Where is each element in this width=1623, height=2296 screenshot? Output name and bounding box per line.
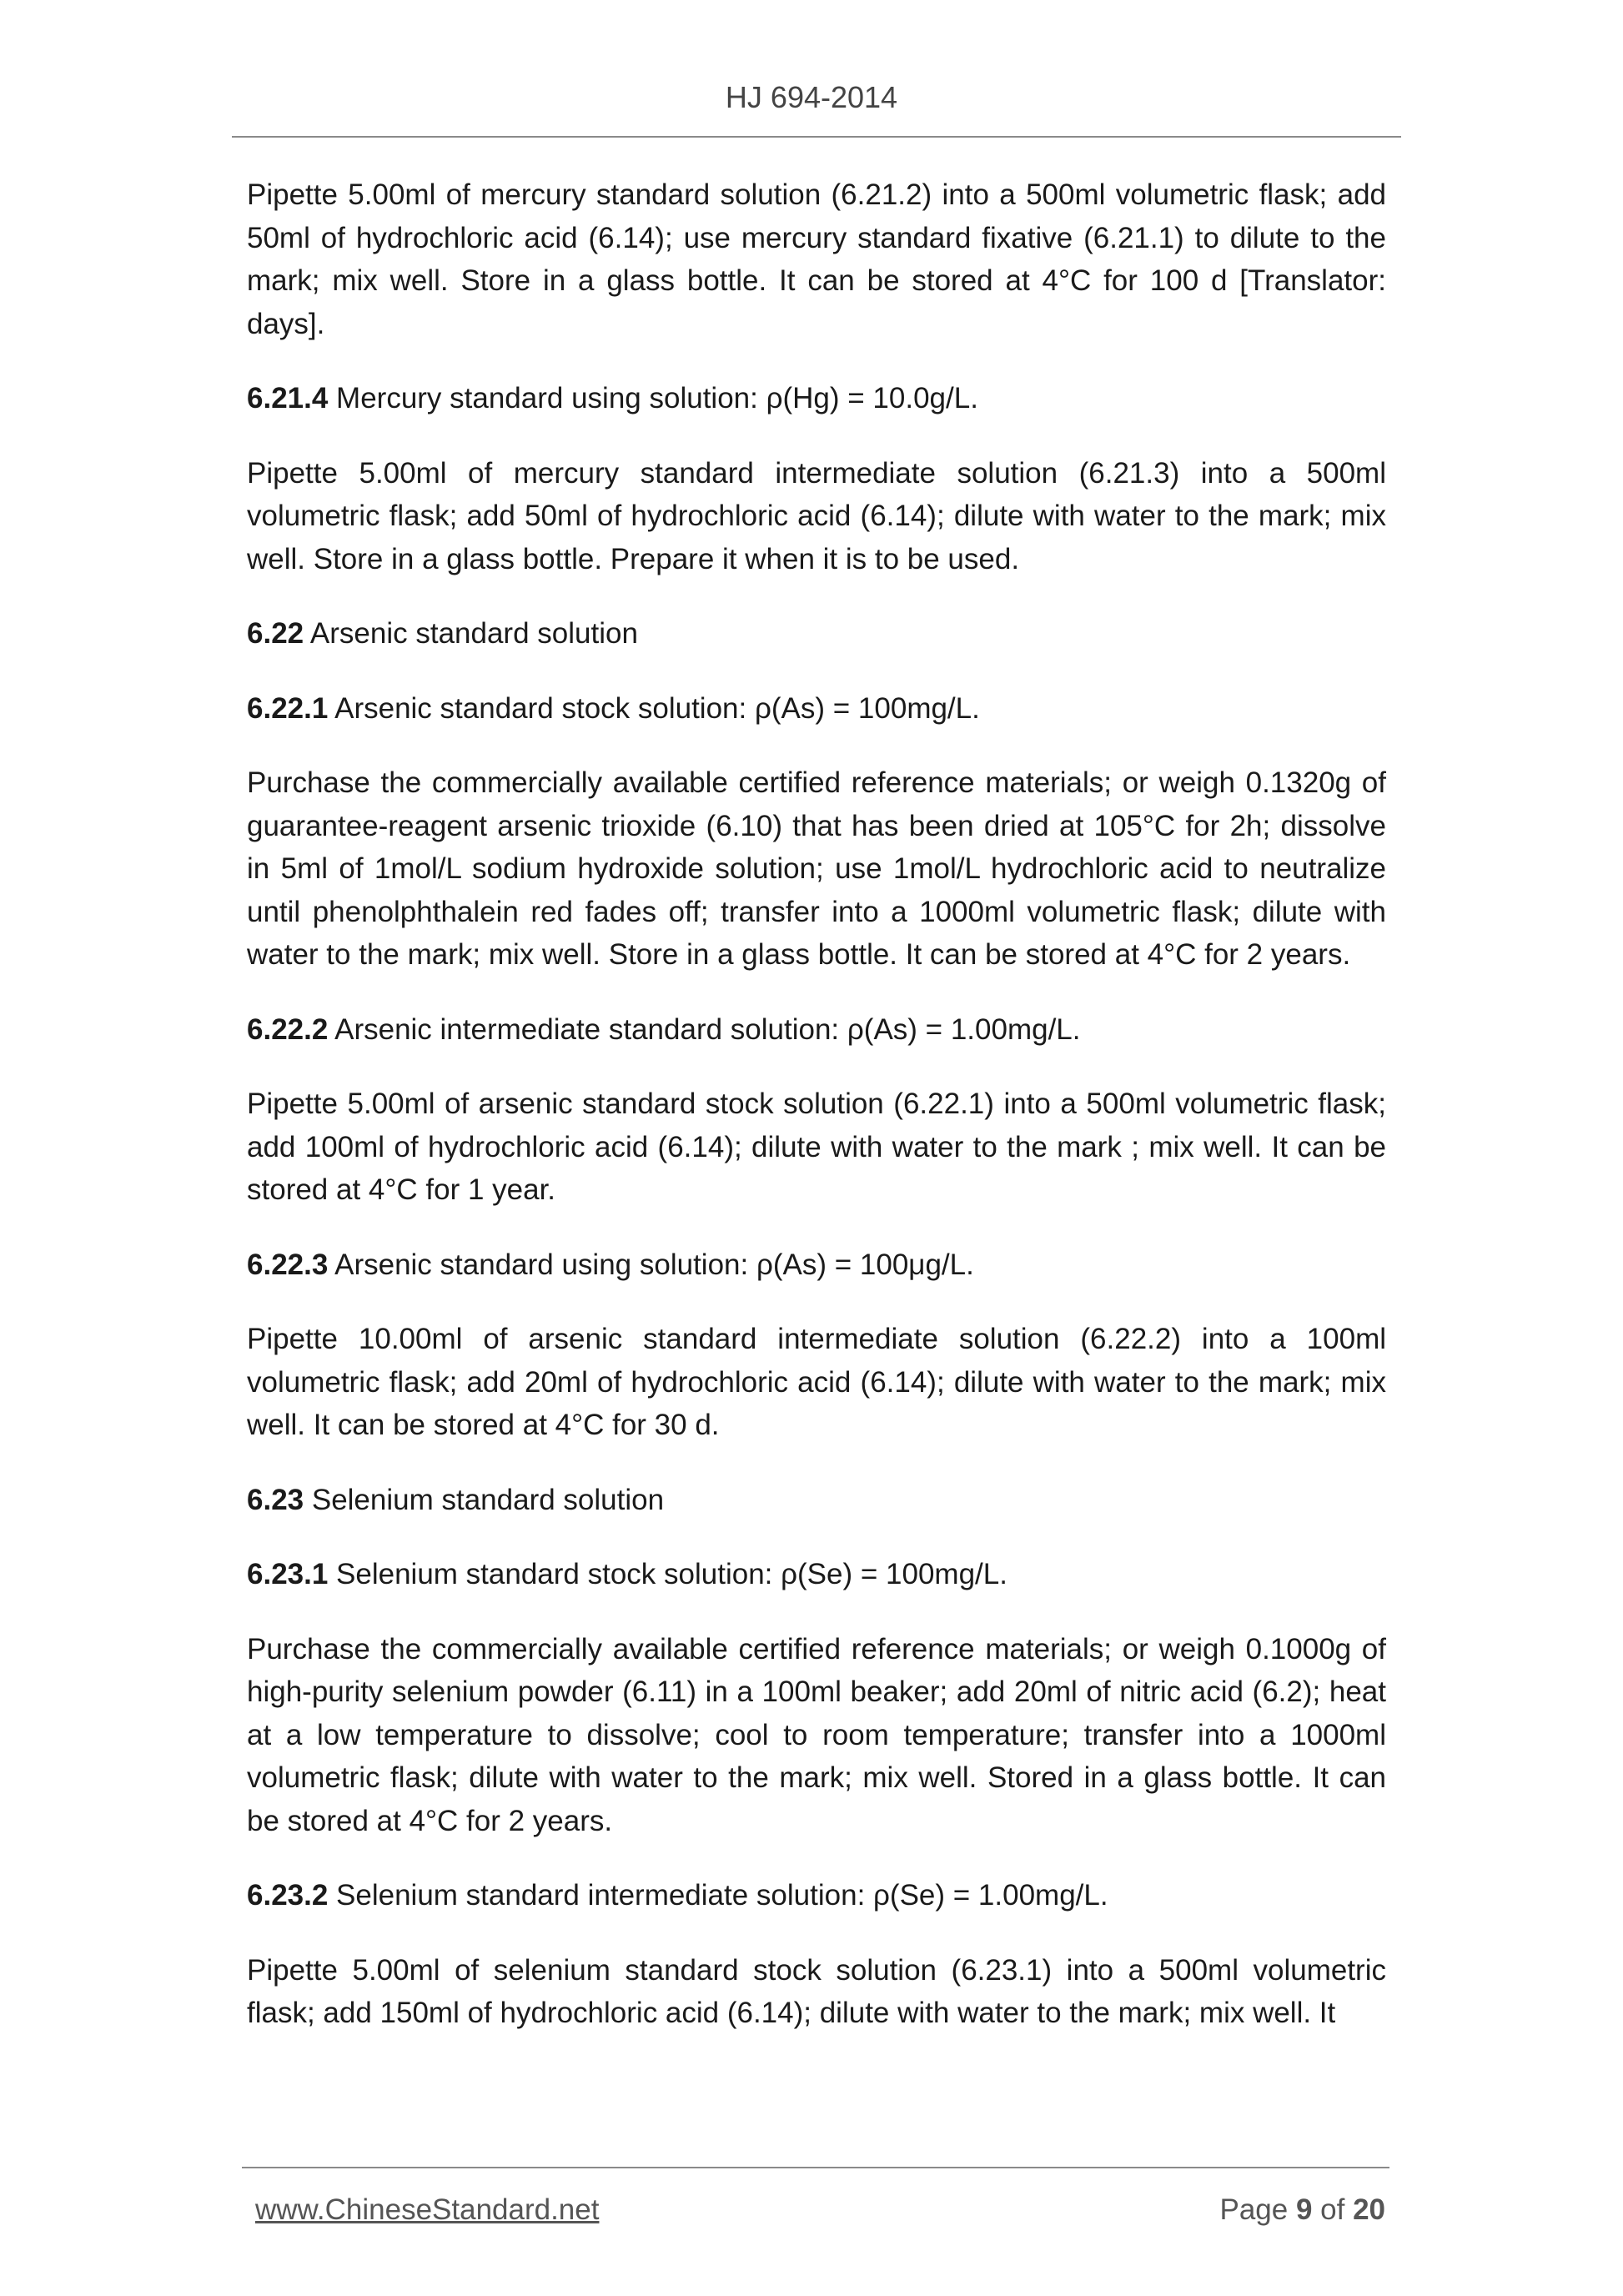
page-prefix: Page bbox=[1219, 2193, 1296, 2226]
clause-heading bbox=[247, 1479, 1386, 1522]
paragraph: Pipette 5.00ml of mercury standard intermediate solution (6.21.3) into a 500ml volumetric flask; add 50ml of hydrochloric acid (6.14); dilute with water to the mark; mix well. Store in a glass bottle. Prepare it when it is to be used. bbox=[247, 456, 1386, 575]
clause-heading bbox=[247, 687, 1386, 731]
clause-title: Selenium standard solution bbox=[304, 1483, 665, 1516]
page-separator: of bbox=[1312, 2193, 1354, 2226]
page-header-title: HJ 694-2014 bbox=[725, 80, 898, 114]
clause-number: 6.23.1 bbox=[247, 1558, 329, 1590]
clause-heading bbox=[247, 377, 1386, 420]
clause-number: 6.22.2 bbox=[247, 1012, 329, 1046]
clause-heading bbox=[247, 1008, 1386, 1052]
paragraph: Pipette 5.00ml of mercury standard solution (6.21.2) into a 500ml volumetric flask; add 50ml of hydrochloric acid (6.14); use mercury standard fixative (6.21.1) to dilute to the mark; mix well. Store in a glass bottle. It can be stored at 4°C for 100 d [Translator: days]. bbox=[247, 178, 1386, 340]
paragraph: Purchase the commercially available certified reference materials; or weigh 0.1000g of high-purity selenium powder (6.11) in a 100ml beaker; add 20ml of nitric acid (6.2); heat at a low temperature to dissolve; cool to room temperature; transfer into a 1000ml volumetric flask; dilute with water to the mark; mix well. Stored in a glass bottle. It can be stored at 4°C for 2 years. bbox=[247, 1632, 1386, 1837]
page-number bbox=[1219, 2193, 1385, 2227]
clause-heading bbox=[247, 1553, 1386, 1596]
clause-number: 6.22.1 bbox=[247, 691, 329, 725]
page-total: 20 bbox=[1353, 2193, 1385, 2226]
clause-number: 6.21.4 bbox=[247, 382, 329, 414]
clause-title: Selenium standard intermediate solution: ρ(Se) = 1.00mg/L. bbox=[328, 1879, 1108, 1912]
header-divider bbox=[232, 136, 1401, 138]
paragraph: Pipette 5.00ml of arsenic standard stock solution (6.22.1) into a 500ml volumetric flask; add 100ml of hydrochloric acid (6.14); dilute with water to the mark ; mix well. It can be stored at 4°C for 1 year. bbox=[247, 1088, 1386, 1206]
clause-title: Arsenic standard using solution: ρ(As) = 100μg/L. bbox=[328, 1248, 974, 1281]
clause-title: Arsenic intermediate standard solution: ρ(As) = 1.00mg/L. bbox=[328, 1012, 1081, 1046]
clause-title: Selenium standard stock solution: ρ(Se) = 100mg/L. bbox=[328, 1558, 1007, 1590]
clause-number: 6.23 bbox=[247, 1483, 304, 1516]
document-body bbox=[247, 173, 1386, 2067]
clause-number: 6.22 bbox=[247, 617, 304, 650]
clause-number: 6.23.2 bbox=[247, 1879, 329, 1912]
clause-heading bbox=[247, 1243, 1386, 1287]
clause-heading bbox=[247, 612, 1386, 656]
clause-title: Arsenic standard stock solution: ρ(As) = 100mg/L. bbox=[328, 691, 980, 725]
paragraph: Pipette 10.00ml of arsenic standard intermediate solution (6.22.2) into a 100ml volumetric flask; add 20ml of hydrochloric acid (6.14); dilute with water to the mark; mix well. It can be stored at 4°C for 30 d. bbox=[247, 1323, 1386, 1441]
clause-title: Mercury standard using solution: ρ(Hg) = 10.0g/L. bbox=[328, 382, 978, 414]
footer-divider bbox=[242, 2167, 1389, 2168]
website-link[interactable]: www.ChineseStandard.net bbox=[255, 2193, 600, 2226]
clause-heading bbox=[247, 1874, 1386, 1917]
clause-number: 6.22.3 bbox=[247, 1248, 329, 1281]
paragraph: Purchase the commercially available certified reference materials; or weigh 0.1320g of guarantee-reagent arsenic trioxide (6.10) that has been dried at 105°C for 2h; dissolve in 5ml of 1mol/L sodium hydroxide solution; use 1mol/L hydrochloric acid to neutralize until phenolphthalein red fades off; transfer into a 1000ml volumetric flask; dilute with water to the mark; mix well. Store in a glass bottle. It can be stored at 4°C for 2 years. bbox=[247, 766, 1386, 971]
page-current: 9 bbox=[1295, 2193, 1313, 2226]
clause-title: Arsenic standard solution bbox=[304, 617, 638, 650]
paragraph: Pipette 5.00ml of selenium standard stock solution (6.23.1) into a 500ml volumetric flask; add 150ml of hydrochloric acid (6.14); dilute with water to the mark; mix well. It bbox=[247, 1953, 1386, 2029]
